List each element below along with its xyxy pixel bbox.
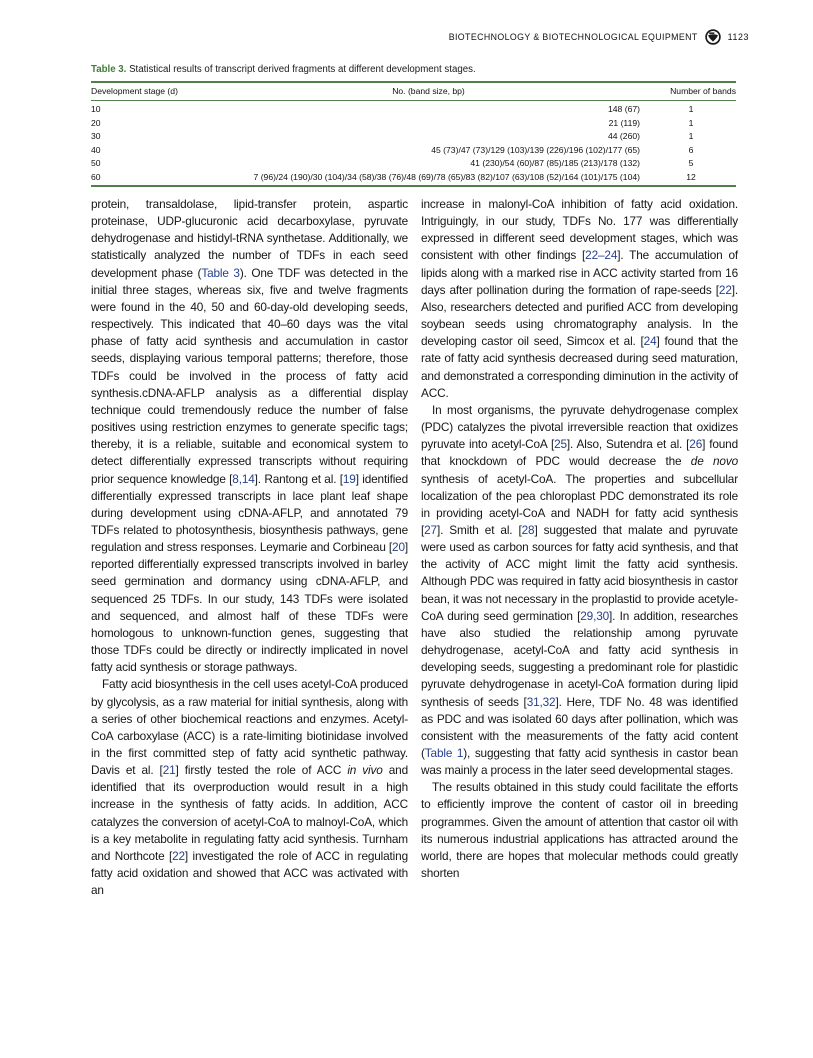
citation-link[interactable]: Table 1 [424, 746, 464, 760]
text-segment: ] firstly tested the role of ACC [175, 763, 348, 778]
table-cell: 6 [688, 144, 694, 155]
table-caption-label: Table 3. [91, 64, 127, 75]
table-cell: 60 [91, 171, 101, 182]
right-column [421, 196, 738, 899]
left-column [91, 196, 408, 899]
table-row [91, 157, 736, 171]
text-segment: In most organisms, the pyruvate dehydrogenase complex (PDC) catalyzes the pivotal irreversible reaction that oxidizes pyruvate into acetyl-CoA [ [421, 402, 738, 452]
table3-block [91, 64, 736, 187]
table-cell: 7 (96)/24 (190)/30 (104)/34 (58)/38 (76)/48 (69)/78 (65)/83 (82)/107 (63)/108 (52)/164 (101)/175 (104) [253, 171, 640, 182]
citation-link[interactable]: Table 3 [201, 265, 240, 280]
text-segment: and identified that its overproduction would result in a high increase in the synthesis of fatty acids. In addition, ACC catalyzes the conversion of acetyl-CoA to malnoyl-CoA, which is a key metabolite in regulating fatty acid synthesis. Turnham and Northcote [ [91, 763, 408, 863]
text-segment: ]. Rantong et al. [ [254, 471, 343, 486]
table-cell: 1 [688, 131, 694, 142]
table-row [91, 170, 736, 186]
table-cell: 20 [91, 117, 101, 128]
citation-link[interactable]: 27 [424, 522, 437, 537]
citation-link[interactable]: 28 [521, 522, 535, 537]
citation-link[interactable]: 22 [718, 282, 732, 297]
table-cell: 40 [91, 144, 101, 155]
column-header-number-of-bands: Number of bands [646, 82, 736, 101]
citation-link[interactable]: 22 [172, 848, 185, 863]
table-cell: 50 [91, 158, 101, 169]
paragraph [421, 196, 738, 402]
paragraph [91, 676, 408, 899]
text-segment: ] found that knockdown of PDC would decrease the [421, 437, 738, 469]
text-segment: ]. Smith et al. [ [436, 522, 522, 537]
citation-link[interactable]: 19 [342, 471, 356, 486]
column-header-development-stage: Development stage (d) [91, 82, 211, 101]
text-segment: Fatty acid biosynthesis in the cell uses acetyl-CoA produced by glycolysis, as a raw material for initial synthesis, along with a series of other biochemical reactions and enzymes. Acetyl-CoA carboxylase (ACC) is a rate-limiting biotinidase involved in the first committed step of fatty acid synthetic pathway. Davis et al. [ [91, 677, 408, 778]
table-cell: 12 [686, 171, 696, 182]
paragraph [91, 196, 408, 676]
table-cell: 1 [688, 117, 694, 128]
table-row [91, 129, 736, 143]
citation-link[interactable]: 25 [554, 437, 567, 452]
citation-link[interactable]: 22–24 [585, 248, 618, 263]
page-number: 1123 [727, 32, 749, 42]
text-segment: protein, transaldolase, lipid-transfer protein, aspartic proteinase, UDP-glucuronic acid decarboxylase, pyruvate dehydrogenase and histidyl-tRNA synthetase. Additionally, we statistically analyzed the number of TDFs in each seed development phase ( [91, 197, 408, 280]
citation-link[interactable]: 8,14 [232, 471, 255, 486]
citation-link[interactable]: 24 [643, 334, 657, 349]
table-row [91, 101, 736, 116]
running-head [449, 29, 749, 45]
table3-header-row [91, 82, 736, 101]
text-segment: ). One TDF was detected in the initial three stages, whereas six, five and twelve fragments were found in the 40, 50 and 60-day-old developing seeds, respectively. This indicated that 40–60 days was the vital phase of fatty acid synthesis and accumulation in castor seeds, displaying various temporal patterns; therefore, those TDFs could be involved in the process of fatty acid synthesis.cDNA-AFLP analysis as a differential display technique could tremendously reduce the number of false positives using restriction enzymes to generate specific tags; thereby, it is a reliable, suitable and economical system to detect differentially expressed transcripts without requiring prior sequence knowledge [ [91, 265, 409, 486]
text-segment: ] identified differentially expressed transcripts in lace plant leaf shape during development using cDNA-AFLP, and annotated 79 TDFs related to photosynthesis, biosynthesis pathways, gene regulation and stress responses. Leymarie and Corbineau [ [91, 471, 408, 555]
text-segment: synthesis of acetyl-CoA. The properties and subcellular localization of the pea chloroplast PDC demonstrated its role in providing acetyl-CoA and NADH for fatty acid synthesis [ [421, 471, 738, 537]
taylor-francis-globe-icon [705, 29, 721, 45]
table-row [91, 143, 736, 157]
text-segment: ), suggesting that fatty acid synthesis in castor bean was mainly a process in the later seed developmental stages. [421, 746, 738, 778]
text-segment: ]. Also, researchers detected and purified ACC from developing soybean seeds using chromatography analysis. In the developing castor oil seed, Simcox et al. [ [421, 282, 738, 349]
journal-title: BIOTECHNOLOGY & BIOTECHNOLOGICAL EQUIPMENT [448, 32, 698, 42]
text-segment: ] suggested that malate and pyruvate were used as carbon sources for fatty acid synthesis, and that the activity of ACC might limit the fatty acid synthesis. Although PDC was required in fatty acid biosynthesis in castor bean, it was not necessary in the proplastid to provide acetyle-CoA during seed germination [ [421, 522, 738, 623]
table-caption [91, 64, 736, 75]
table3-body [91, 101, 736, 187]
table-cell: 10 [91, 104, 101, 114]
text-segment: increase in malonyl-CoA inhibition of fatty acid oxidation. Intriguingly, in our study, TDFs No. 177 was differentially expressed in different seed development stages, which was consistent with other findings [ [421, 197, 738, 263]
citation-link[interactable]: 26 [689, 437, 703, 452]
citation-link[interactable]: 20 [392, 540, 405, 555]
citation-link[interactable]: 31,32 [526, 694, 556, 709]
table-cell: 148 (67) [607, 104, 640, 114]
text-segment: ]. In addition, researches have also studied the relationship among pyruvate dehydrogenase, acetyl-CoA and fatty acid synthesis in developing seeds, suggesting a predominant role for plastidic pyruvate dehydrogenase in acetyl-CoA formation during lipid synthesis of seeds [ [421, 608, 738, 709]
text-segment: ] investigated the role of ACC in regulating fatty acid oxidation and showed that ACC was activated with an [91, 848, 408, 898]
table-caption-text: Statistical results of transcript derived fragments at different development stages. [129, 64, 476, 75]
table-cell: 5 [688, 158, 694, 169]
table-cell: 44 (260) [607, 131, 640, 142]
column-header-band-size: No. (band size, bp) [211, 82, 646, 101]
text-segment: ]. Here, TDF No. 48 was identified as PDC and was isolated 60 days after pollination, which was consistent with the measurements of the fatty acid content ( [421, 694, 738, 760]
text-segment: ] found that the rate of fatty acid synthesis decreased during seed maturation, and demonstrated a corresponding diminution in the activity of ACC. [421, 334, 738, 400]
text-segment: ]. The accumulation of lipids along with a marked rise in ACC activity started from 16 days after pollination during the formation of rape-seeds [ [421, 248, 738, 297]
text-segment: in vivo [347, 763, 383, 778]
paragraph [421, 402, 738, 779]
citation-link[interactable]: 29,30 [580, 608, 610, 623]
table-cell: 21 (119) [608, 117, 640, 128]
table-cell: 30 [91, 131, 101, 142]
text-segment: The results obtained in this study could facilitate the efforts to efficiently improve the content of castor oil in breeding programmes. Given the amount of attention that castor oil with its numerous industrial applications has attracted around the world, there are hopes that molecular methods could greatly shorten [421, 780, 738, 881]
table-cell: 1 [688, 104, 694, 114]
paragraph [421, 779, 738, 882]
body-text [91, 196, 738, 899]
text-segment: ]. Also, Sutendra et al. [ [566, 437, 690, 452]
table3 [91, 81, 736, 187]
table-cell: 41 (230)/54 (60)/87 (85)/185 (213)/178 (132) [470, 158, 640, 169]
citation-link[interactable]: 21 [162, 763, 176, 778]
table-row [91, 116, 736, 130]
table-cell: 45 (73)/47 (73)/129 (103)/139 (226)/196 (102)/177 (65) [431, 144, 640, 155]
text-segment: ] reported differentially expressed transcripts involved in barley seed germination and dormancy using cDNA-AFLP, and sequenced 25 TDFs. In our study, 143 TDFs were isolated and sequenced, and almost half of these TDFs were homologous to unknown-function genes, suggesting that those TDFs could be directly or indirectly implicated in novel fatty acid synthesis or storage pathways. [91, 540, 408, 675]
text-segment: de novo [690, 454, 738, 469]
